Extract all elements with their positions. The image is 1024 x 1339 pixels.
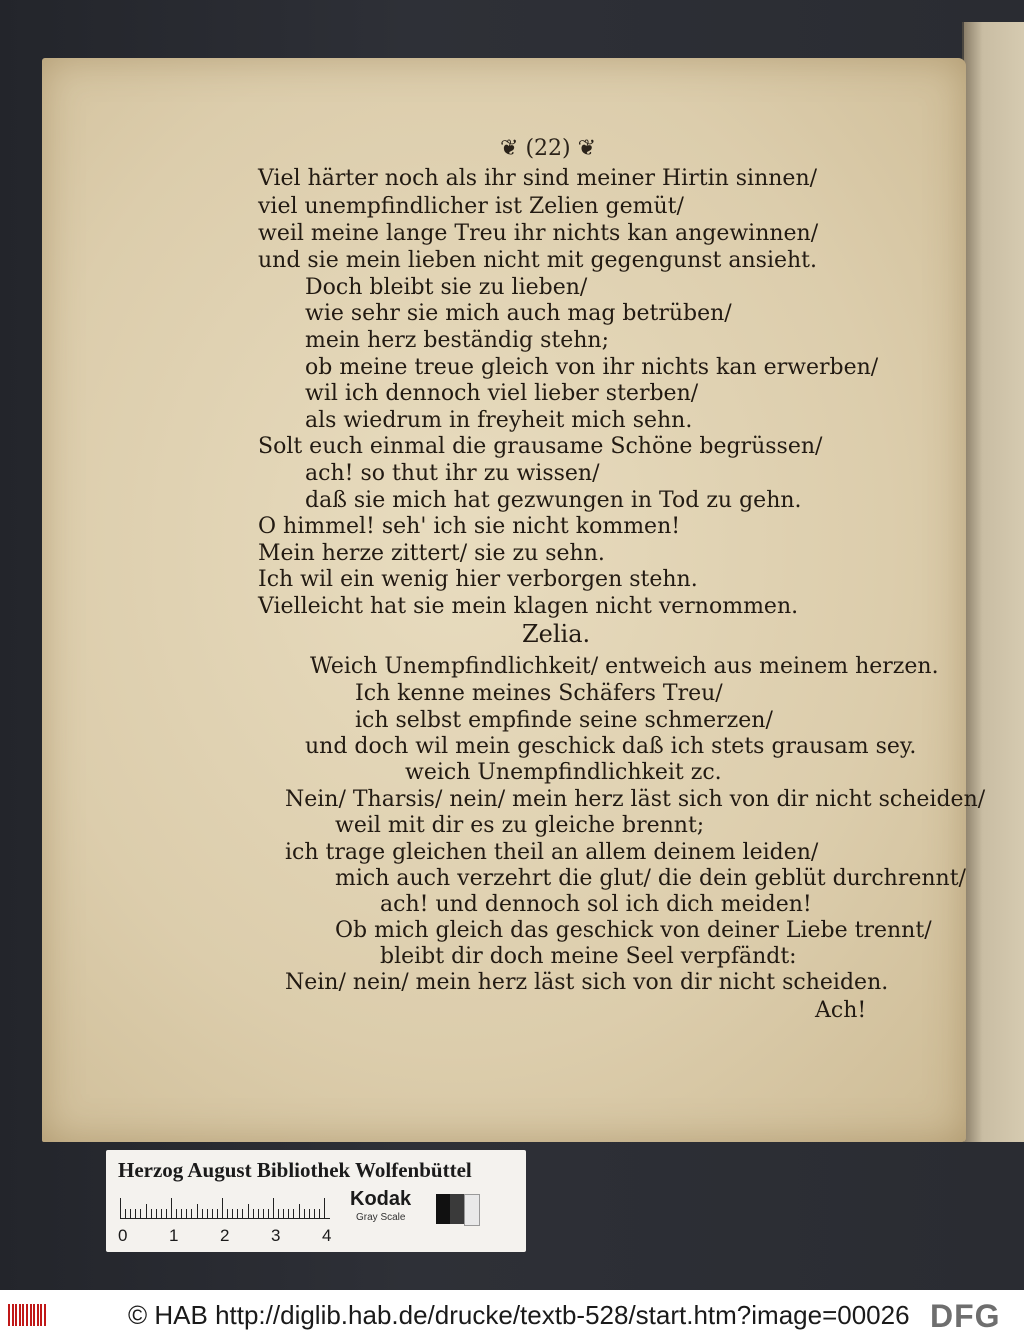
text-line: Vielleicht hat sie mein klagen nicht vernommen. [258, 594, 799, 619]
adjacent-page-edge [962, 22, 1024, 1142]
text-line: Doch bleibt sie zu lieben/ [305, 275, 588, 300]
text-line: Solt euch einmal die grausame Schöne begrüssen/ [258, 434, 823, 459]
text-line: ich trage gleichen theil an allem deinem leiden/ [285, 840, 819, 865]
text-line: daß sie mich hat gezwungen in Tod zu gehn. [305, 488, 802, 513]
ruler-tick [217, 1209, 218, 1218]
barcode-bar [37, 1304, 39, 1326]
ruler-tick [130, 1209, 131, 1218]
ruler-tick [283, 1209, 284, 1218]
ruler-tick [212, 1209, 213, 1218]
kodak-logo: Kodak [350, 1188, 412, 1210]
ruler-tick [237, 1209, 238, 1218]
ruler-tick [232, 1209, 233, 1218]
ruler-tick [125, 1209, 126, 1218]
barcode-bar [19, 1304, 21, 1326]
ruler-tick [140, 1209, 141, 1218]
text-line: Nein/ Tharsis/ nein/ mein herz läst sich von dir nicht scheiden/ [285, 787, 986, 812]
ruler-number: 1 [169, 1226, 179, 1245]
ruler-tick [278, 1209, 279, 1218]
text-line: Viel härter noch als ihr sind meiner Hirtin sinnen/ [258, 166, 818, 191]
ruler-tick [151, 1209, 152, 1218]
text-line: Ich kenne meines Schäfers Treu/ [355, 681, 723, 706]
footer-bar [0, 1290, 1024, 1339]
ruler-tick [176, 1209, 177, 1218]
text-line: ach! und dennoch sol ich dich meiden! [380, 892, 812, 917]
text-line: und sie mein lieben nicht mit gegengunst ansieht. [258, 248, 818, 273]
barcode-bar [12, 1304, 14, 1326]
text-line: Weich Unempfindlichkeit/ entweich aus meinem herzen. [310, 654, 939, 679]
text-line: weil meine lange Treu ihr nichts kan angewinnen/ [258, 221, 819, 246]
ruler-tick [166, 1209, 167, 1218]
text-line: viel unempfindlicher ist Zelien gemüt/ [258, 194, 684, 219]
ruler-tick [324, 1198, 325, 1218]
ruler-tick [222, 1198, 223, 1218]
text-line: Ob mich gleich das geschick von deiner Liebe trennt/ [335, 918, 932, 943]
barcode-bar [33, 1304, 35, 1326]
barcode-bar [40, 1304, 42, 1326]
dfg-logo: DFG [930, 1298, 1001, 1334]
gray-swatch-light [464, 1194, 480, 1226]
text-line: und doch wil mein geschick daß ich stets grausam sey. [305, 734, 917, 759]
copyright-url[interactable]: © HAB http://diglib.hab.de/drucke/textb-528/start.htm?image=00026 [128, 1300, 910, 1330]
ruler-number: 0 [118, 1226, 128, 1245]
ruler-tick [253, 1209, 254, 1218]
ruler-tick [161, 1209, 162, 1218]
ruler-tick [156, 1209, 157, 1218]
ornament-left-icon: ❦ [500, 136, 526, 161]
ruler-number: 3 [271, 1226, 281, 1245]
ruler-tick [263, 1209, 264, 1218]
text-line: Nein/ nein/ mein herz läst sich von dir nicht scheiden. [285, 970, 889, 995]
gray-swatch-black [436, 1194, 450, 1224]
ruler-tick [248, 1204, 249, 1218]
text-line: weil mit dir es zu gleiche brennt; [335, 813, 705, 838]
barcode-bar [44, 1304, 46, 1326]
barcode-bar [8, 1304, 10, 1326]
text-line: weich Unempfindlichkeit zc. [405, 760, 722, 785]
ruler-tick [299, 1204, 300, 1218]
ruler-tick [288, 1209, 289, 1218]
ruler-number: 2 [220, 1226, 230, 1245]
gray-swatch-dark [450, 1194, 464, 1224]
ruler-tick [304, 1209, 305, 1218]
ruler-tick [171, 1198, 172, 1218]
ruler-number: 4 [322, 1226, 332, 1245]
ruler-tick [227, 1209, 228, 1218]
ruler-tick [120, 1198, 121, 1218]
ruler-tick [268, 1209, 269, 1218]
ruler-tick [258, 1209, 259, 1218]
text-line: ich selbst empfinde seine schmerzen/ [355, 708, 773, 733]
barcode-bar [22, 1304, 24, 1326]
text-line: mein herz beständig stehn; [305, 328, 609, 353]
ruler-tick [293, 1209, 294, 1218]
ruler-tick [191, 1209, 192, 1218]
text-line: bleibt dir doch meine Seel verpfändt: [380, 944, 797, 969]
text-line: ob meine treue gleich von ihr nichts kan erwerben/ [305, 355, 879, 380]
library-name: Herzog August Bibliothek Wolfenbüttel [118, 1158, 472, 1182]
text-line: wil ich dennoch viel lieber sterben/ [305, 381, 699, 406]
page-number-text: (22) [525, 136, 571, 161]
text-line: Mein herze zittert/ sie zu sehn. [258, 541, 605, 566]
barcode-bar [26, 1304, 28, 1326]
ruler-tick [314, 1209, 315, 1218]
catchword: Ach! [815, 998, 867, 1023]
ruler-tick [197, 1204, 198, 1218]
ruler-tick [181, 1209, 182, 1218]
text-line: Ich wil ein wenig hier verborgen stehn. [258, 567, 698, 592]
ruler-tick [186, 1209, 187, 1218]
ornament-right-icon: ❦ [570, 136, 597, 161]
ruler-tick [319, 1209, 320, 1218]
ruler-tick [207, 1209, 208, 1218]
gray-scale-label: Gray Scale [356, 1212, 406, 1223]
ruler-tick [242, 1209, 243, 1218]
ruler-tick [273, 1198, 274, 1218]
speaker-name: Zelia. [522, 620, 591, 648]
ruler-tick [146, 1204, 147, 1218]
barcode-bar [15, 1304, 17, 1326]
text-line: ach! so thut ihr zu wissen/ [305, 461, 600, 486]
text-line: als wiedrum in freyheit mich sehn. [305, 408, 693, 433]
barcode-bar [30, 1304, 32, 1326]
ruler-tick [309, 1209, 310, 1218]
page-number [500, 136, 596, 161]
text-line: wie sehr sie mich auch mag betrüben/ [305, 301, 732, 326]
library-calibration-card [106, 1150, 526, 1252]
text-line: mich auch verzehrt die glut/ die dein geblüt durchrennt/ [335, 866, 966, 891]
ruler-tick [135, 1209, 136, 1218]
scale-ruler [120, 1196, 330, 1219]
text-line: O himmel! seh' ich sie nicht kommen! [258, 514, 681, 539]
ruler-tick [202, 1209, 203, 1218]
